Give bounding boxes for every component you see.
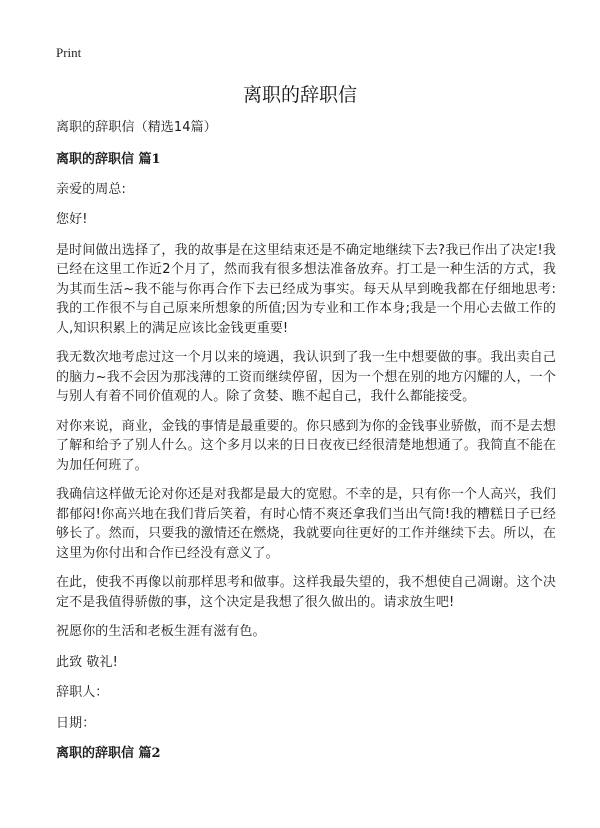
date-label: 日期： bbox=[56, 715, 96, 731]
paragraph-4: 我确信这样做无论对你还是对我都是最大的宽慰。不幸的是，只有你一个人高兴，我们都郁闷!你高兴地在我们背后笑着，有时心情不爽还拿我们当出气筒!我的糟糕日子已经够长了。然而，只要我的激情还在燃烧，我就要向往更好的工作并继续下去。所以，在这里为你付出和合作已经没有意义了。 bbox=[56, 487, 556, 561]
section-heading-2: 离职的辞职信 篇2 bbox=[56, 746, 161, 761]
paragraph-1: 是时间做出选择了，我的故事是在这里结束还是不确定地继续下去?我已作出了决定!我已经在这里工作近2个月了，然而我有很多想法准备放弃。打工是一种生活的方式，我为其而生活~我不能与你再合作下去已经成为事实。每天从早到晚我都在仔细地思考:我的工作很不与自己原来所想象的所值;因为专业和工作本身;我是一个用心去做工作的人,知识积累上的满足应该比金钱更重要! bbox=[56, 242, 556, 336]
print-label[interactable]: Print bbox=[56, 45, 82, 60]
paragraph-5: 在此，使我不再像以前那样思考和做事。这样我最失望的，我不想使自己凋谢。这个决定不是我值得骄傲的事，这个决定是我想了很久做出的。请求放生吧! bbox=[56, 575, 556, 610]
signature-label: 辞职人： bbox=[56, 685, 109, 700]
paragraph-6: 祝愿你的生活和老板生涯有滋有色。 bbox=[56, 624, 266, 639]
page-title: 离职的辞职信 bbox=[242, 84, 357, 106]
greeting: 您好! bbox=[56, 212, 88, 227]
paragraph-3: 对你来说，商业，金钱的事情是最重要的。你只感到为你的金钱事业骄傲，而不是去想了解和给予了别人什么。这个多月以来的日日夜夜已经很清楚地想通了。我简直不能在为加任何班了。 bbox=[56, 418, 556, 473]
document-subtitle: 离职的辞职信（精选14篇） bbox=[56, 120, 217, 135]
paragraph-2: 我无数次地考虑过这一个月以来的境遇，我认识到了我一生中想要做的事。我出卖自己的脑力~我不会因为那浅薄的工资而继续停留，因为一个想在别的地方闪耀的人，一个与别人有着不同价值观的人。除了贪婪、瞧不起自己，我什么都能接受。 bbox=[56, 350, 556, 404]
document-body bbox=[56, 118, 556, 774]
section-heading-1: 离职的辞职信 篇1 bbox=[56, 151, 161, 167]
closing: 此致 敬礼! bbox=[56, 654, 118, 670]
salutation: 亲爱的周总: bbox=[56, 181, 126, 197]
